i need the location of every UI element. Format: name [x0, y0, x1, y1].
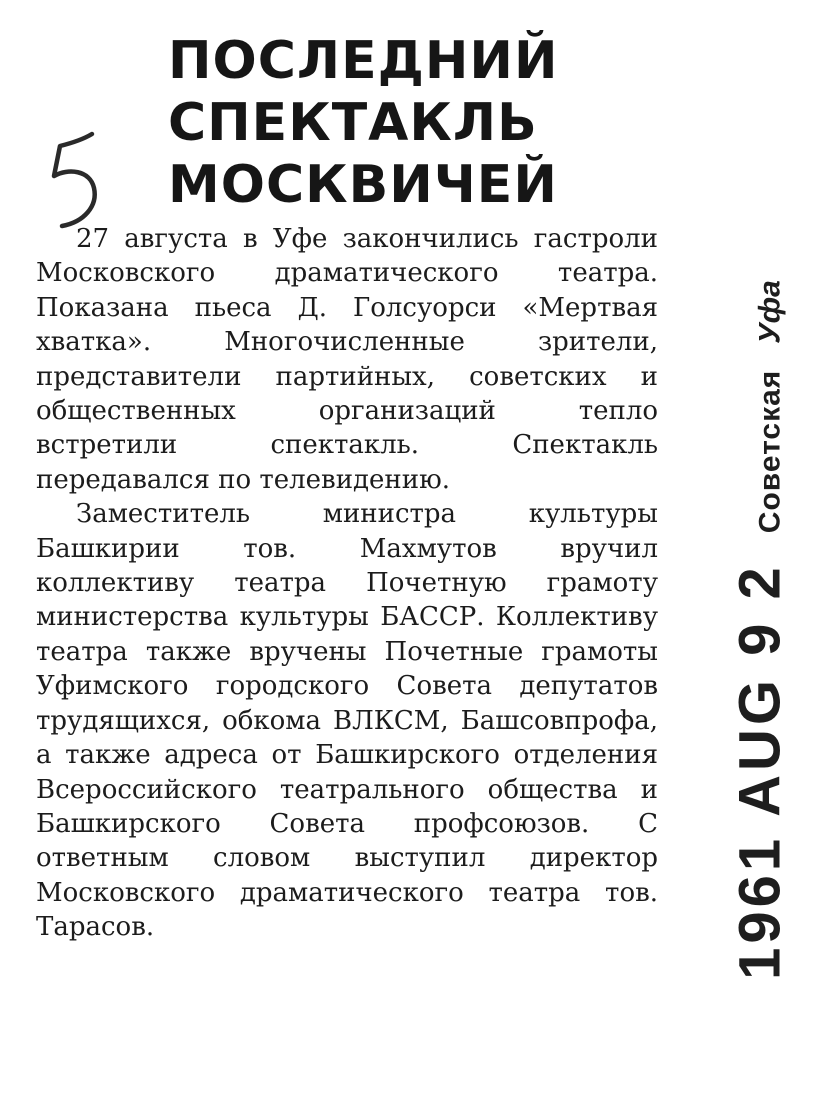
stamp-source: Советская — [753, 369, 787, 534]
stamp-city: Уфа — [753, 280, 787, 344]
handwritten-page-number — [38, 130, 118, 230]
headline-line-2: СПЕКТАКЛЬ — [168, 93, 538, 153]
article-body — [36, 222, 658, 945]
stamp-text — [727, 280, 794, 980]
clipping-stamp — [700, 200, 820, 1060]
article-paragraph-2: Заместитель министра культуры Башкирии тов. Махмутов вручил коллективу театра Почетную грамоту министерства культуры БАССР. Коллективу театра также вручены Почетные грамоты Уфимского городского Совета депутатов трудящихся, обкома ВЛКСМ, Башсовпрофа, а также адреса от Башкирского отделения Всероссийского театрального общества и Башкирского Совета профсоюзов. С ответным словом выступил директор Московского драматического театра тов. Тарасов. — [36, 499, 658, 943]
article-paragraph-1: 27 августа в Уфе закончились гастроли Московского драматического театра. Показана пьеса Д. Голсуорси «Мертвая хватка». Многочисленные зрители, представители партийных, советских и общественных организаций тепло встретили спектакль. Спектакль передавался по телевидению. — [36, 224, 658, 495]
headline-line-1: ПОСЛЕДНИЙ — [168, 31, 559, 91]
stamp-date: 1961 AUG 9 2 — [727, 563, 793, 980]
headline-line-3: МОСКВИЧЕЙ — [168, 155, 558, 215]
headline — [168, 30, 588, 216]
